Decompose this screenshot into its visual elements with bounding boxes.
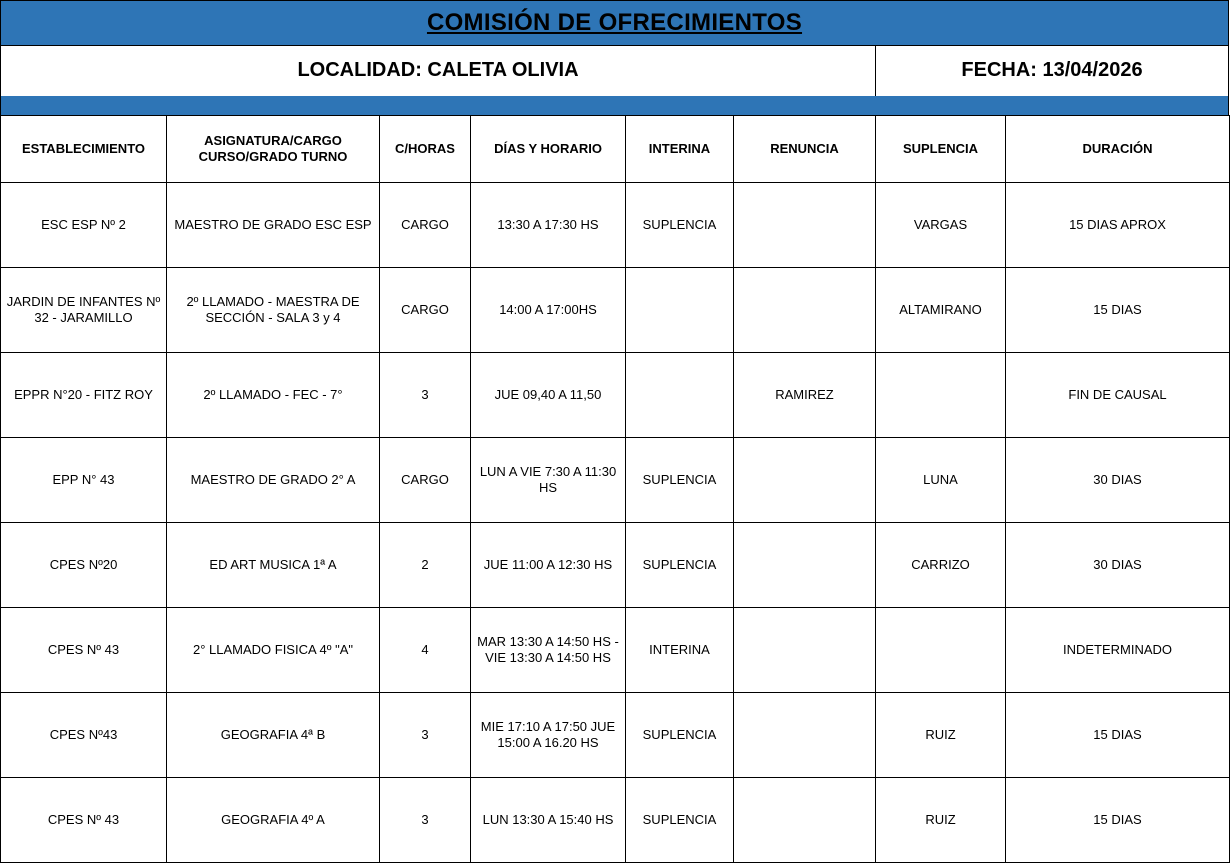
- cell-horario: MAR 13:30 A 14:50 HS - VIE 13:30 A 14:50 HS: [471, 608, 626, 693]
- cell-establecimiento: CPES Nº20: [1, 523, 167, 608]
- cell-duracion: FIN DE CAUSAL: [1006, 353, 1230, 438]
- col-header-suplencia: SUPLENCIA: [876, 116, 1006, 183]
- cell-suplencia: [876, 353, 1006, 438]
- table-row: [1, 693, 1230, 778]
- cell-horario: 13:30 A 17:30 HS: [471, 183, 626, 268]
- cell-suplencia: RUIZ: [876, 778, 1006, 863]
- cell-renuncia: [734, 778, 876, 863]
- table-row: [1, 438, 1230, 523]
- cell-suplencia: CARRIZO: [876, 523, 1006, 608]
- cell-establecimiento: ESC ESP Nº 2: [1, 183, 167, 268]
- cell-horario: JUE 11:00 A 12:30 HS: [471, 523, 626, 608]
- cell-horario: 14:00 A 17:00HS: [471, 268, 626, 353]
- offers-table: [0, 115, 1230, 863]
- cell-suplencia: VARGAS: [876, 183, 1006, 268]
- cell-interina: SUPLENCIA: [626, 523, 734, 608]
- cell-establecimiento: CPES Nº43: [1, 693, 167, 778]
- cell-establecimiento: EPPR N°20 - FITZ ROY: [1, 353, 167, 438]
- cell-renuncia: [734, 523, 876, 608]
- cell-interina: INTERINA: [626, 608, 734, 693]
- cell-suplencia: LUNA: [876, 438, 1006, 523]
- cell-asignatura: GEOGRAFIA 4ª B: [167, 693, 380, 778]
- cell-duracion: INDETERMINADO: [1006, 608, 1230, 693]
- cell-establecimiento: EPP N° 43: [1, 438, 167, 523]
- col-header-renuncia: RENUNCIA: [734, 116, 876, 183]
- cell-duracion: 15 DIAS APROX: [1006, 183, 1230, 268]
- table-row: [1, 778, 1230, 863]
- cell-horario: JUE 09,40 A 11,50: [471, 353, 626, 438]
- cell-asignatura: GEOGRAFIA 4º A: [167, 778, 380, 863]
- cell-horario: LUN A VIE 7:30 A 11:30 HS: [471, 438, 626, 523]
- table-row: [1, 183, 1230, 268]
- cell-duracion: 15 DIAS: [1006, 693, 1230, 778]
- col-header-duracion: DURACIÓN: [1006, 116, 1230, 183]
- cell-duracion: 30 DIAS: [1006, 523, 1230, 608]
- title-bar: [0, 0, 1229, 46]
- locality-label: LOCALIDAD: CALETA OLIVIA: [1, 45, 876, 96]
- cell-suplencia: [876, 608, 1006, 693]
- col-header-horario: DÍAS Y HORARIO: [471, 116, 626, 183]
- cell-suplencia: RUIZ: [876, 693, 1006, 778]
- cell-asignatura: 2º LLAMADO - MAESTRA DE SECCIÓN - SALA 3 y 4: [167, 268, 380, 353]
- cell-renuncia: [734, 438, 876, 523]
- cell-interina: SUPLENCIA: [626, 183, 734, 268]
- col-header-interina: INTERINA: [626, 116, 734, 183]
- cell-horas: 3: [380, 693, 471, 778]
- cell-horas: CARGO: [380, 183, 471, 268]
- table-row: [1, 353, 1230, 438]
- table-header-row: [1, 116, 1230, 183]
- cell-interina: SUPLENCIA: [626, 778, 734, 863]
- col-header-establecimiento: ESTABLECIMIENTO: [1, 116, 167, 183]
- cell-renuncia: [734, 693, 876, 778]
- cell-horas: 4: [380, 608, 471, 693]
- cell-horas: CARGO: [380, 438, 471, 523]
- col-header-asignatura: ASIGNATURA/CARGO CURSO/GRADO TURNO: [167, 116, 380, 183]
- cell-asignatura: ED ART MUSICA 1ª A: [167, 523, 380, 608]
- cell-renuncia: [734, 183, 876, 268]
- cell-renuncia: [734, 608, 876, 693]
- cell-horas: CARGO: [380, 268, 471, 353]
- cell-asignatura: MAESTRO DE GRADO 2° A: [167, 438, 380, 523]
- table-row: [1, 608, 1230, 693]
- cell-interina: [626, 268, 734, 353]
- separator-band: [0, 96, 1229, 116]
- cell-renuncia: RAMIREZ: [734, 353, 876, 438]
- date-label: FECHA: 13/04/2026: [961, 59, 1143, 81]
- locality-row: [0, 45, 1229, 97]
- cell-establecimiento: CPES Nº 43: [1, 778, 167, 863]
- cell-renuncia: [734, 268, 876, 353]
- cell-asignatura: 2° LLAMADO FISICA 4º "A": [167, 608, 380, 693]
- cell-horas: 3: [380, 353, 471, 438]
- table-row: [1, 523, 1230, 608]
- cell-duracion: 15 DIAS: [1006, 268, 1230, 353]
- cell-horas: 3: [380, 778, 471, 863]
- col-header-horas: C/HORAS: [380, 116, 471, 183]
- cell-suplencia: ALTAMIRANO: [876, 268, 1006, 353]
- cell-horario: LUN 13:30 A 15:40 HS: [471, 778, 626, 863]
- table-row: [1, 268, 1230, 353]
- cell-asignatura: 2º LLAMADO - FEC - 7°: [167, 353, 380, 438]
- cell-establecimiento: JARDIN DE INFANTES Nº 32 - JARAMILLO: [1, 268, 167, 353]
- cell-horario: MIE 17:10 A 17:50 JUE 15:00 A 16.20 HS: [471, 693, 626, 778]
- cell-interina: SUPLENCIA: [626, 438, 734, 523]
- cell-interina: [626, 353, 734, 438]
- table-body: [1, 183, 1230, 863]
- cell-horas: 2: [380, 523, 471, 608]
- cell-duracion: 15 DIAS: [1006, 778, 1230, 863]
- cell-establecimiento: CPES Nº 43: [1, 608, 167, 693]
- cell-interina: SUPLENCIA: [626, 693, 734, 778]
- cell-duracion: 30 DIAS: [1006, 438, 1230, 523]
- page-title: COMISIÓN DE OFRECIMIENTOS: [426, 9, 803, 36]
- cell-asignatura: MAESTRO DE GRADO ESC ESP: [167, 183, 380, 268]
